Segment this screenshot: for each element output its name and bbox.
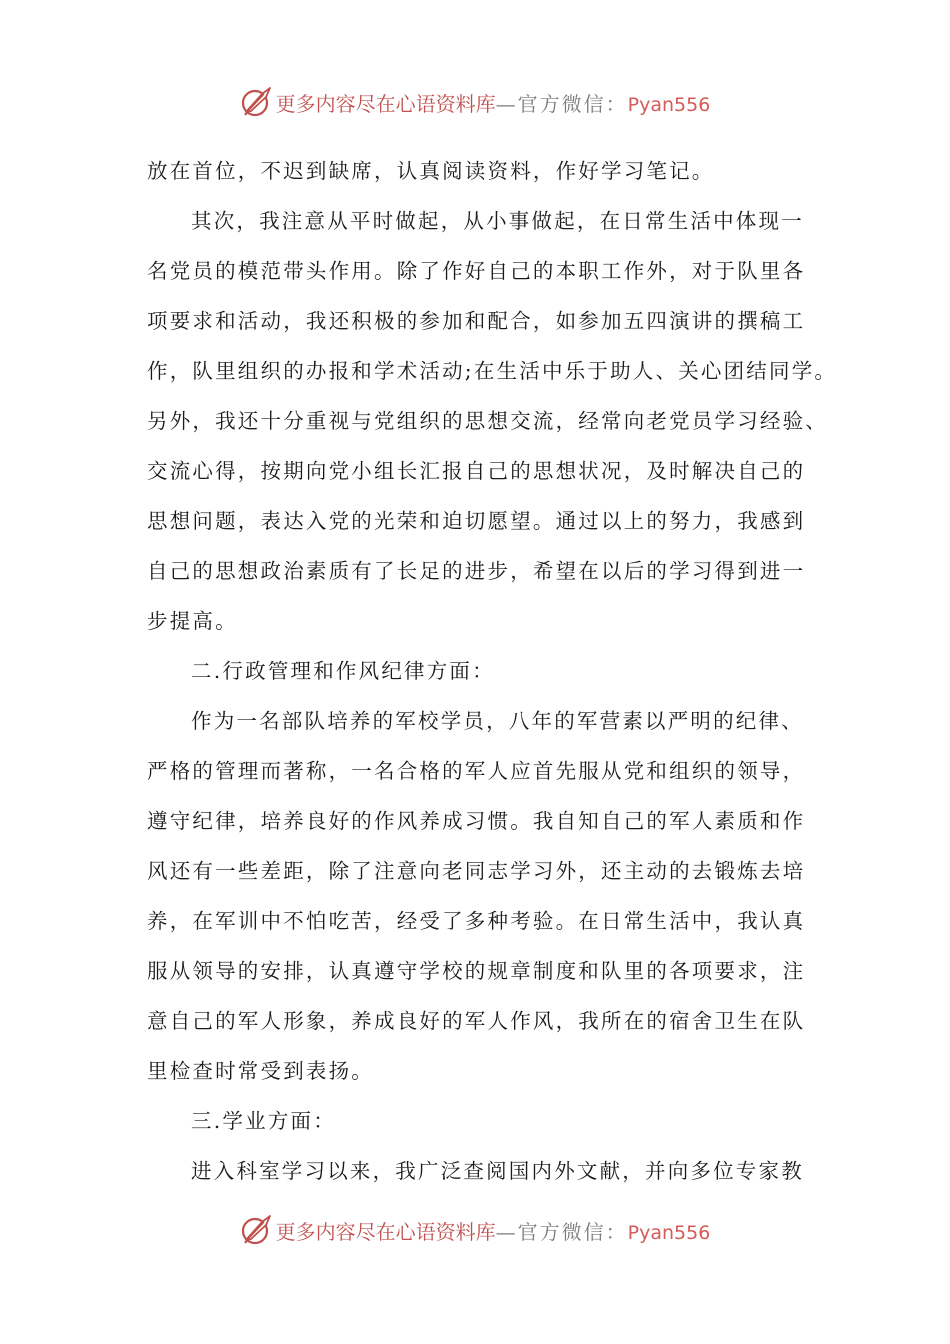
text-line: 进入科室学习以来，我广泛查阅国内外文献，并向多位专家教 [191, 1159, 804, 1183]
text-line: 思想问题，表达入党的光荣和迫切愿望。通过以上的努力，我感到 [147, 509, 806, 533]
text-line: 作，队里组织的办报和学术活动;在生活中乐于助人、关心团结同学。 [147, 359, 838, 383]
text-line: 名党员的模范带头作用。除了作好自己的本职工作外，对于队里各 [147, 259, 806, 283]
text-line: 里检查时常受到表扬。 [147, 1059, 374, 1083]
footer-brand: 更多内容尽在心语资料库 [275, 1219, 496, 1244]
text-line: 风还有一些差距，除了注意向老同志学习外，还主动的去锻炼去培 [147, 859, 806, 883]
text-line: 自己的思想政治素质有了长足的进步，希望在以后的学习得到进一 [147, 559, 806, 583]
text-line: 步提高。 [147, 609, 238, 633]
text-line: 交流心得，按期向党小组长汇报自己的思想状况，及时解决自己的 [147, 459, 806, 483]
header-wechat-id: Pyan556 [627, 93, 711, 116]
footer-banner [0, 1210, 950, 1250]
header-dash: — [495, 91, 518, 116]
quill-logo-icon [240, 85, 274, 119]
footer-text [276, 1216, 711, 1245]
footer-official: 官方微信： [517, 1219, 628, 1244]
footer-wechat-id: Pyan556 [627, 1221, 711, 1244]
text-line: 遵守纪律，培养良好的作风养成习惯。我自知自己的军人素质和作 [147, 809, 806, 833]
header-official: 官方微信： [517, 91, 628, 116]
text-line: 服从领导的安排，认真遵守学校的规章制度和队里的各项要求，注 [147, 959, 806, 983]
text-line: 养，在军训中不怕吃苦，经受了多种考验。在日常生活中，我认真 [147, 909, 806, 933]
quill-logo-icon [240, 1213, 274, 1247]
text-line: 项要求和活动，我还积极的参加和配合，如参加五四演讲的撰稿工 [147, 309, 806, 333]
text-line: 三.学业方面： [191, 1109, 336, 1133]
text-line: 另外，我还十分重视与党组织的思想交流，经常向老党员学习经验、 [147, 409, 828, 433]
text-line: 作为一名部队培养的军校学员，八年的军营素以严明的纪律、 [191, 709, 804, 733]
footer-dash: — [495, 1219, 518, 1244]
header-brand: 更多内容尽在心语资料库 [275, 91, 496, 116]
document-body [147, 146, 838, 1196]
text-line: 其次，我注意从平时做起，从小事做起，在日常生活中体现一 [191, 209, 804, 233]
header-banner [0, 82, 950, 122]
text-line: 意自己的军人形象，养成良好的军人作风，我所在的宿舍卫生在队 [147, 1009, 806, 1033]
text-line: 严格的管理而著称，一名合格的军人应首先服从党和组织的领导， [147, 759, 806, 783]
text-line: 二.行政管理和作风纪律方面： [191, 659, 495, 683]
text-line: 放在首位，不迟到缺席，认真阅读资料，作好学习笔记。 [147, 159, 715, 183]
header-text [276, 88, 711, 117]
